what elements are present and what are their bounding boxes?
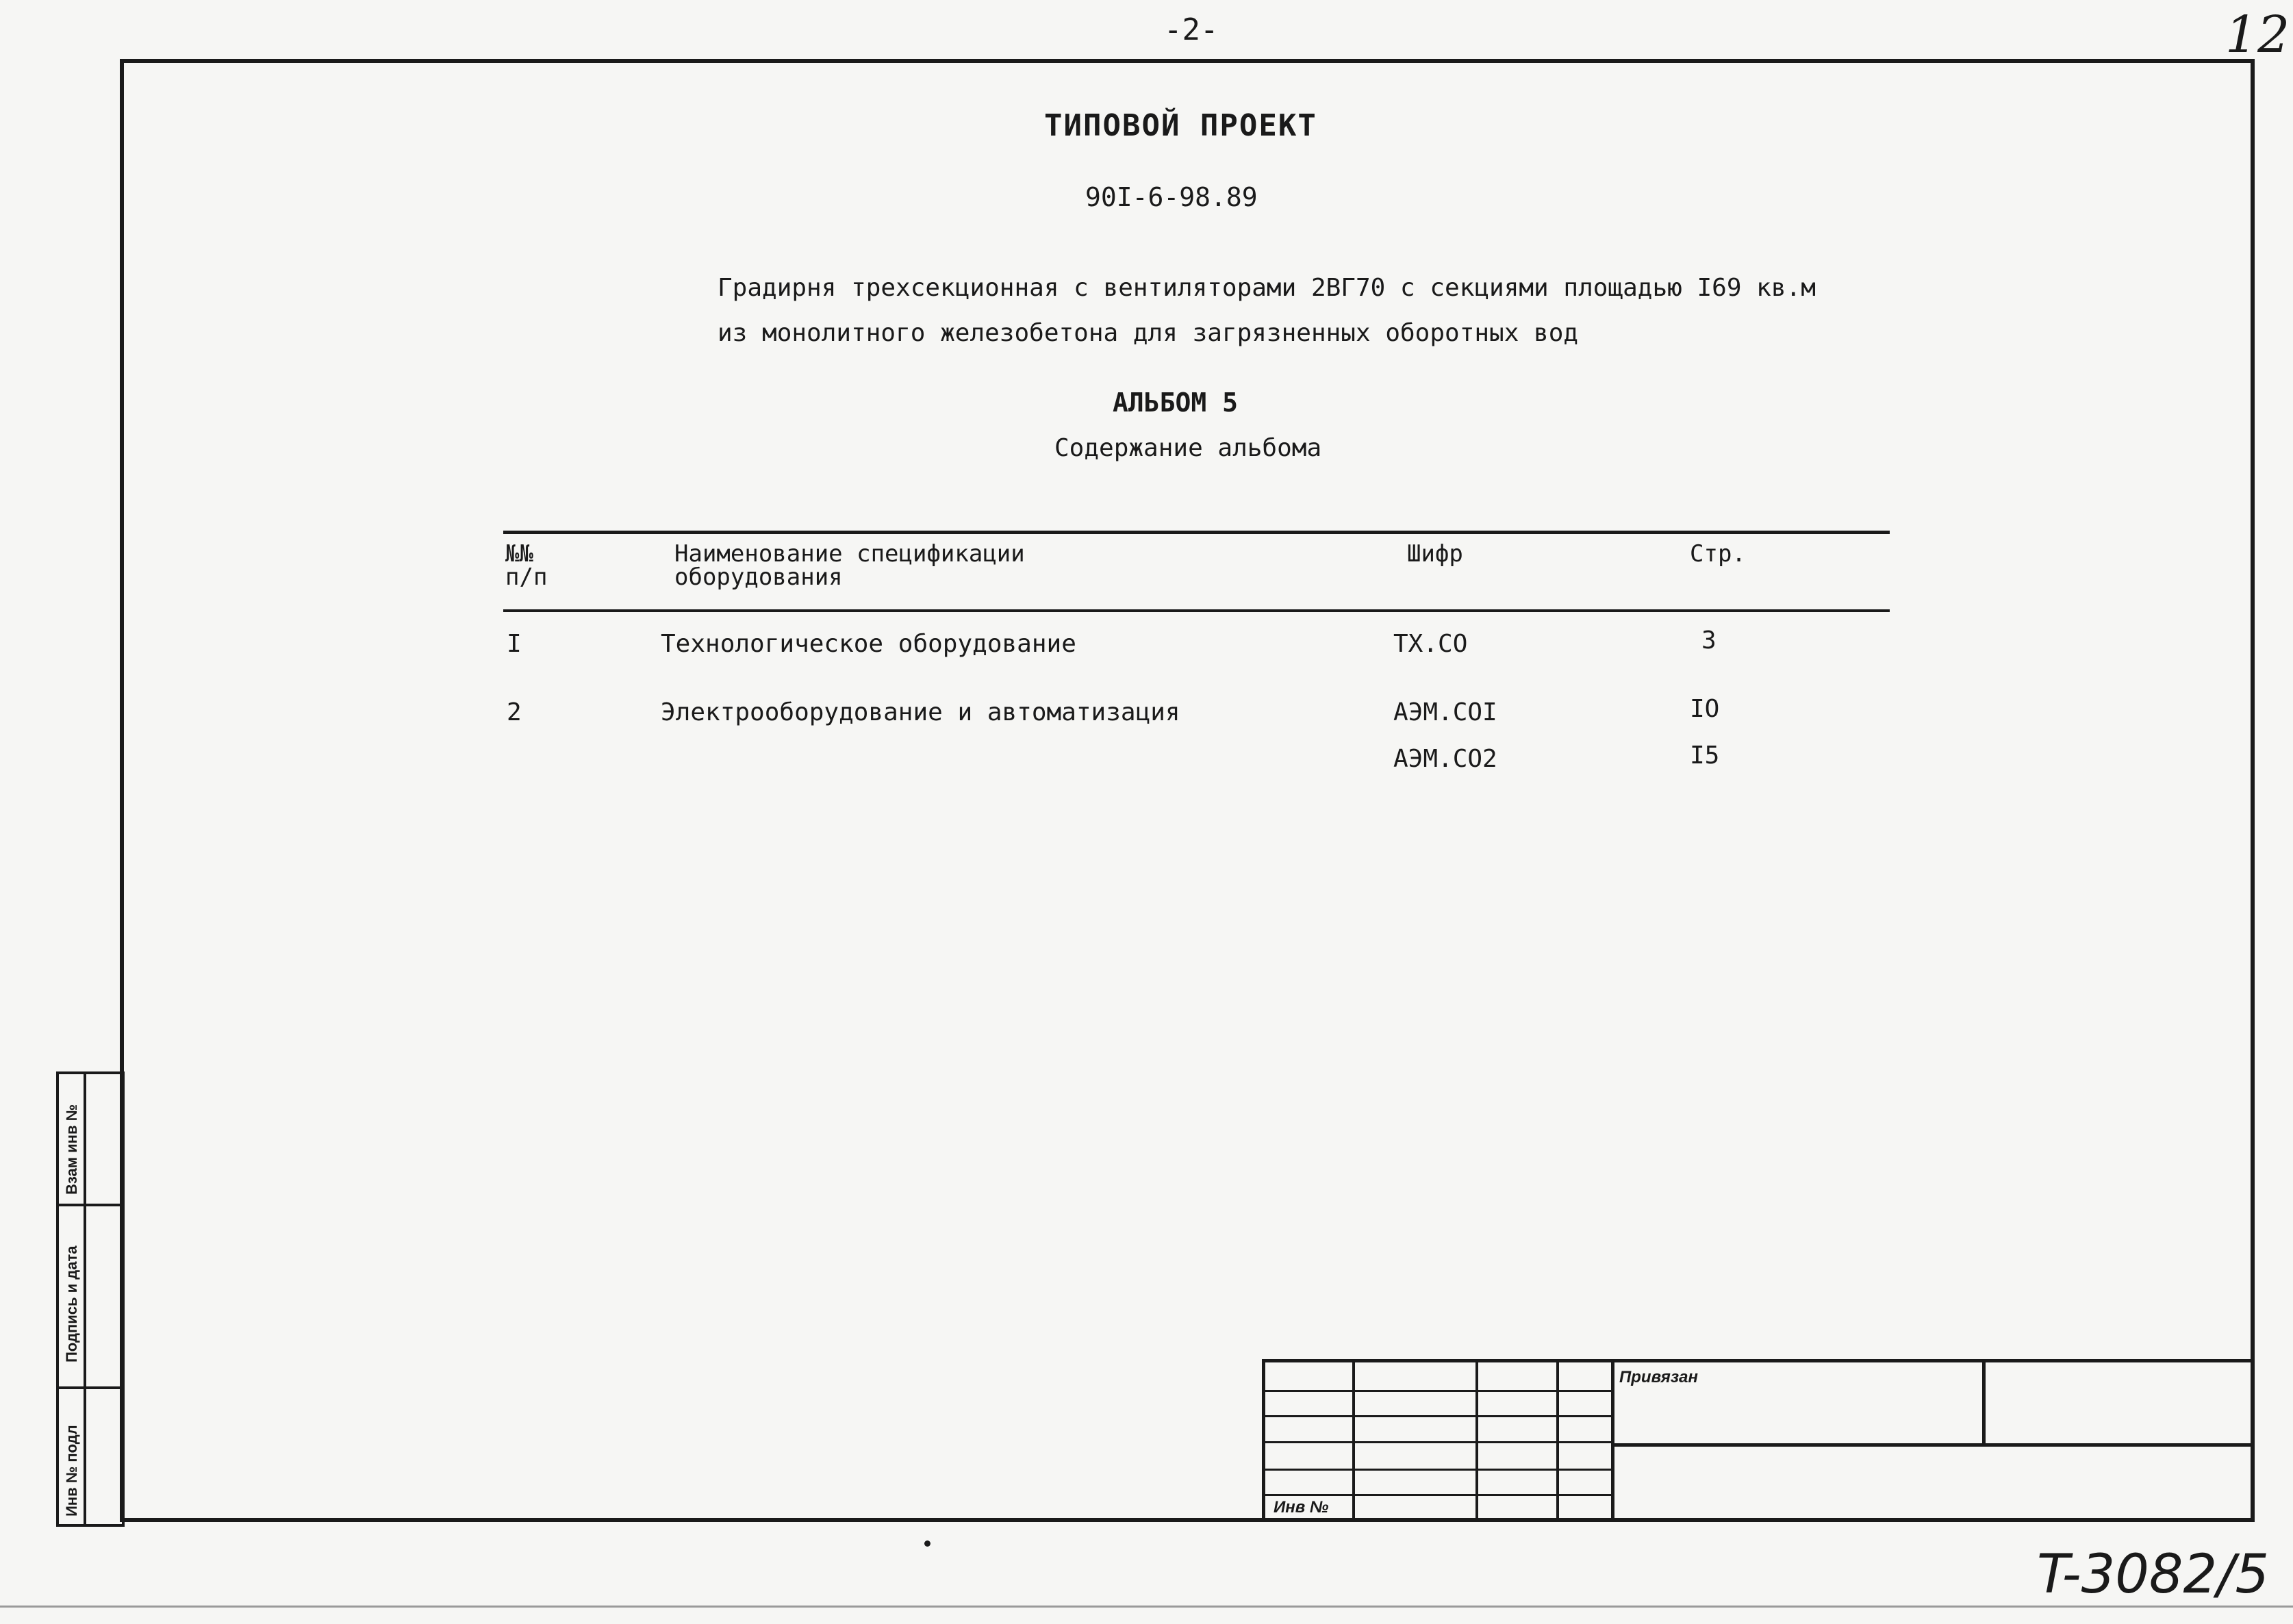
contents-title: Содержание альбома bbox=[1054, 434, 1322, 462]
tb-row-line bbox=[1262, 1390, 1612, 1392]
header-code: Шифр bbox=[1407, 540, 1463, 568]
row-code: АЭМ.СО2 bbox=[1393, 745, 1497, 773]
row-code: ТХ.СО bbox=[1393, 630, 1468, 658]
tb-col-line bbox=[1352, 1359, 1355, 1522]
side-stamp-divider bbox=[56, 1386, 125, 1389]
tb-col-line bbox=[1475, 1359, 1478, 1522]
side-stamp-divider bbox=[56, 1204, 125, 1206]
corner-sheet-number: 12 bbox=[2225, 5, 2290, 64]
header-name-line1: Наименование спецификации bbox=[674, 540, 1025, 568]
tb-col-line bbox=[1556, 1359, 1559, 1522]
table-header-rule bbox=[503, 609, 1890, 612]
album-label: АЛЬБОМ 5 bbox=[1113, 388, 1239, 418]
row-name: Технологическое оборудование bbox=[661, 630, 1076, 658]
tb-row-line bbox=[1262, 1441, 1612, 1443]
header-num-line1: №№ bbox=[505, 540, 533, 568]
project-code: 90I-6-98.89 bbox=[1085, 182, 1258, 212]
tb-row-line bbox=[1262, 1494, 1612, 1496]
title-block-frame bbox=[1262, 1359, 2255, 1522]
row-num: I bbox=[507, 630, 522, 658]
table-top-rule bbox=[503, 531, 1890, 534]
stamp-original-inv: Инв № подл bbox=[63, 1425, 80, 1517]
document-title: ТИПОВОЙ ПРОЕКТ bbox=[1044, 108, 1317, 143]
page-number: -2- bbox=[1164, 12, 1219, 47]
stamp-signature-date: Подпись и дата bbox=[63, 1245, 80, 1362]
tb-row-line bbox=[1262, 1415, 1612, 1417]
tb-row-line bbox=[1262, 1469, 1612, 1471]
row-code: АЭМ.СОI bbox=[1393, 698, 1497, 726]
row-num: 2 bbox=[507, 698, 522, 726]
bottom-edge-line bbox=[0, 1606, 2293, 1608]
header-num-line2: п/п bbox=[505, 563, 548, 591]
header-name-line2: оборудования bbox=[674, 563, 843, 591]
archive-number: T-3082/5 bbox=[2037, 1544, 2270, 1606]
inventory-number-label: Инв № bbox=[1274, 1498, 1329, 1517]
row-page: 3 bbox=[1701, 626, 1716, 655]
ink-dot bbox=[924, 1540, 930, 1547]
tb-row-line bbox=[1611, 1443, 2255, 1447]
header-page: Стр. bbox=[1690, 540, 1746, 568]
tb-col-line bbox=[1982, 1359, 1986, 1445]
description-line-2: из монолитного железобетона для загрязненных оборотных вод bbox=[718, 319, 1579, 347]
row-page: I5 bbox=[1690, 741, 1720, 770]
description-line-1: Градирня трехсекционная с вентиляторами 2ВГ70 с секциями площадью I69 кв.м bbox=[718, 274, 1816, 302]
row-page: IO bbox=[1690, 695, 1720, 723]
stamp-replacement-inv: Взам инв № bbox=[63, 1104, 80, 1195]
row-name: Электрооборудование и автоматизация bbox=[661, 698, 1180, 726]
bound-label: Привязан bbox=[1619, 1368, 1698, 1386]
tb-col-line bbox=[1611, 1359, 1614, 1522]
